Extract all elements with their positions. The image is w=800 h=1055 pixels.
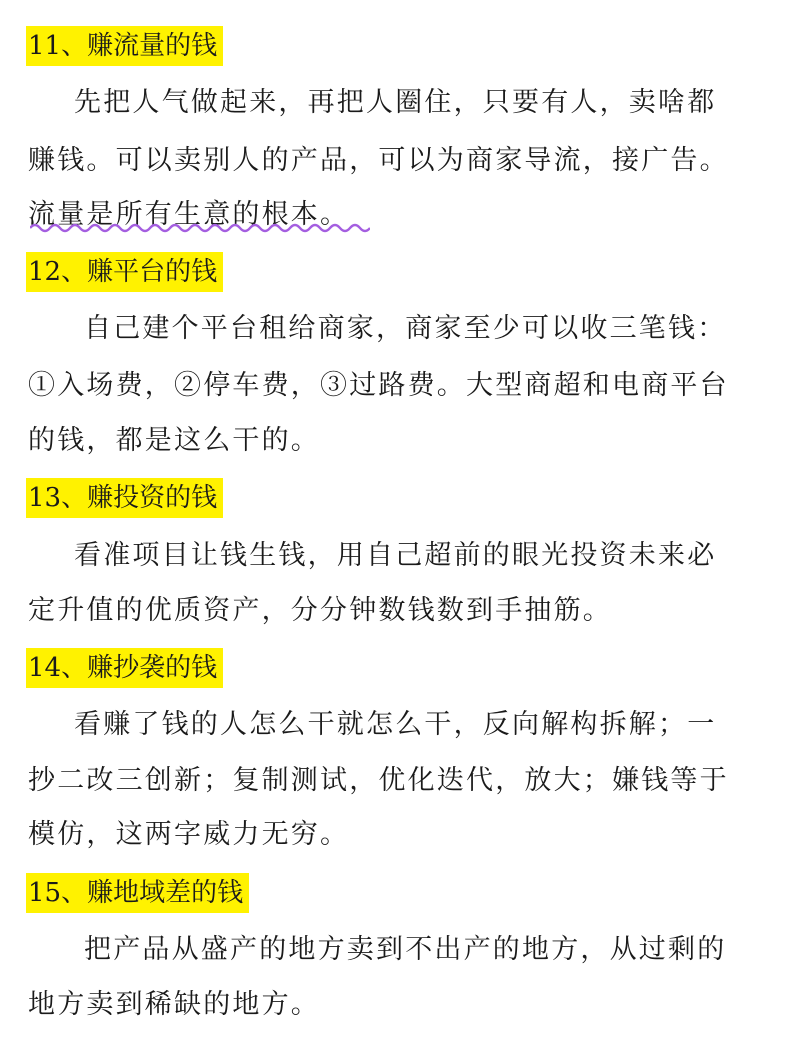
wavy-underline [30, 222, 370, 234]
paragraph-line: 的钱，都是这么干的。 [28, 425, 320, 456]
section-heading-11: 11、赚流量的钱 [26, 26, 223, 66]
paragraph-line: 赚钱。可以卖别人的产品，可以为商家导流，接广告。 [28, 145, 729, 176]
paragraph-line: 看准项目让钱生钱，用自己超前的眼光投资未来必 [74, 540, 717, 571]
paragraph-line: 把产品从盛产的地方卖到不出产的地方，从过剩的 [84, 934, 727, 965]
section-heading-14: 14、赚抄袭的钱 [26, 648, 223, 688]
paragraph-line: 自己建个平台租给商家，商家至少可以收三笔钱： [84, 313, 727, 344]
paragraph-line: 流量是所有生意的根本。 [28, 199, 350, 230]
paragraph-line: 定升值的优质资产，分分钟数钱数到手抽筋。 [28, 595, 612, 626]
paragraph-line: 看赚了钱的人怎么干就怎么干，反向解构拆解；一 [74, 709, 717, 740]
paragraph-line: 先把人气做起来，再把人圈住，只要有人，卖啥都 [74, 87, 717, 118]
section-heading-13: 13、赚投资的钱 [26, 478, 223, 518]
paragraph-line: ①入场费，②停车费，③过路费。大型商超和电商平台 [28, 370, 729, 401]
section-heading-15: 15、赚地域差的钱 [26, 873, 249, 913]
paragraph-line: 地方卖到稀缺的地方。 [28, 989, 320, 1020]
paragraph-line: 模仿，这两字威力无穷。 [28, 819, 350, 850]
paragraph-line: 抄二改三创新；复制测试，优化迭代，放大；嫌钱等于 [28, 765, 729, 796]
section-heading-12: 12、赚平台的钱 [26, 252, 223, 292]
